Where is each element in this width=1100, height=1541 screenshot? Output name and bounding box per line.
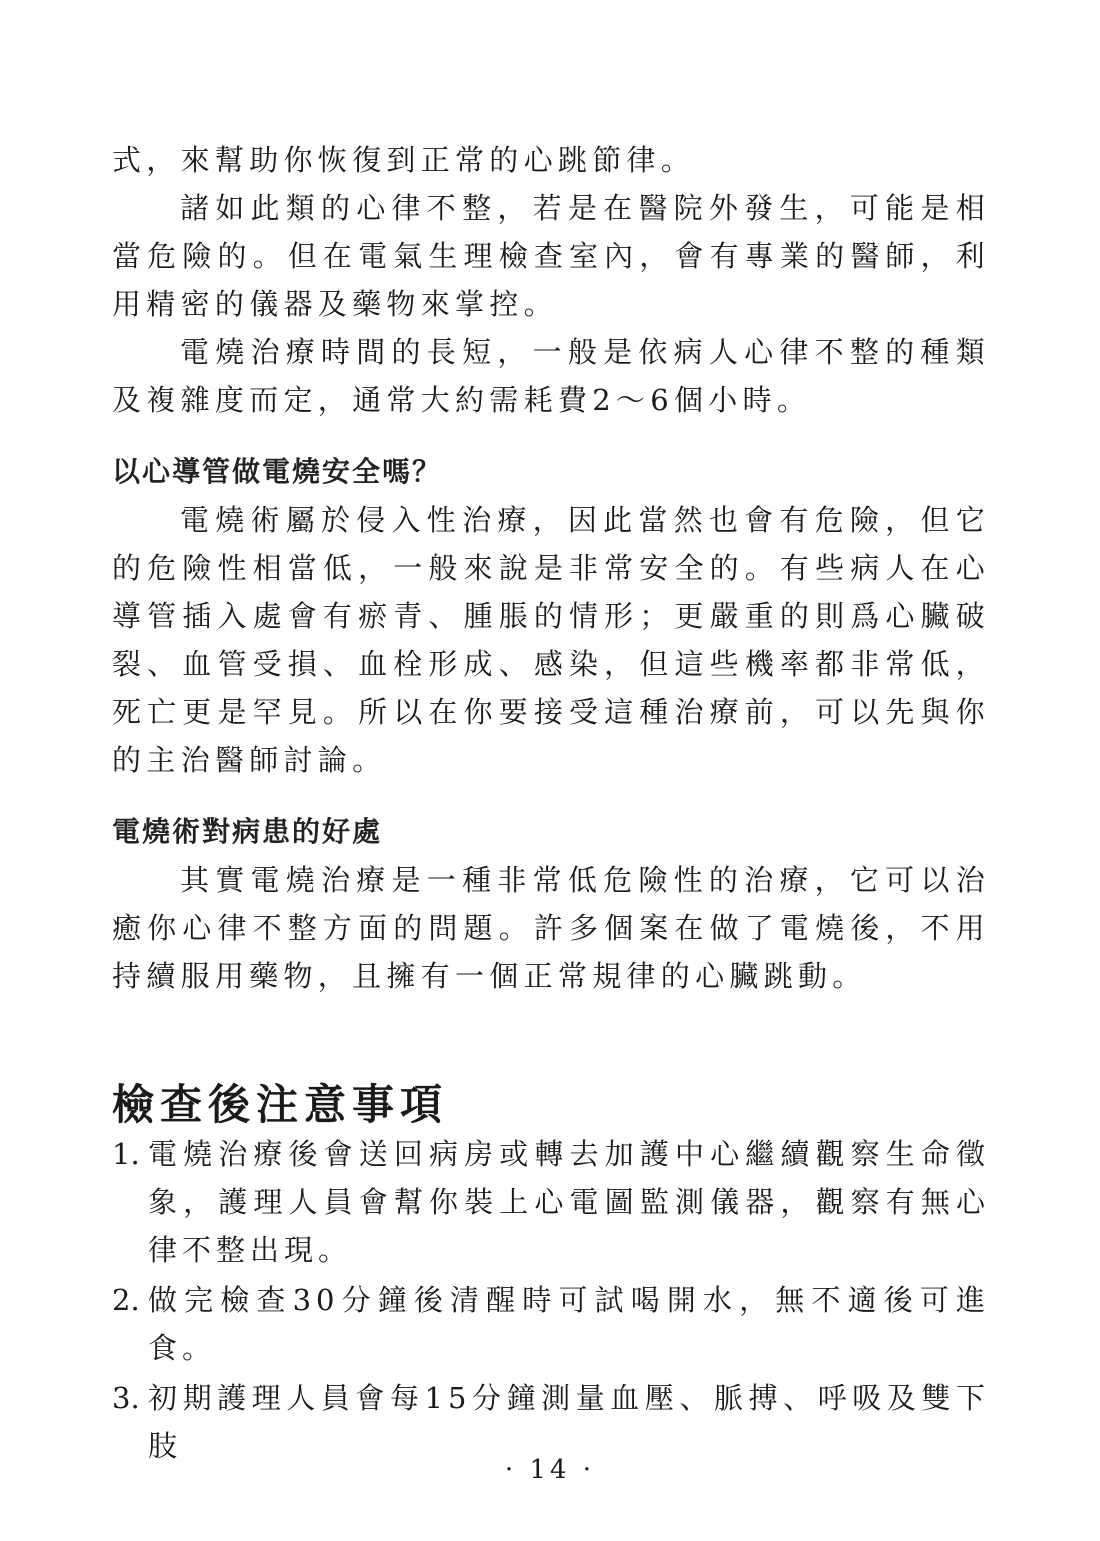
list-item-text: 做完檢查30分鐘後清醒時可試喝開水，無不適後可進食。 xyxy=(148,1283,990,1365)
paragraph-safety: 電燒術屬於侵入性治療，因此當然也會有危險，但它的危險性相當低，一般來說是非常安全的。有些病人在心導管插入處會有瘀青、腫脹的情形；更嚴重的則爲心臟破裂、血管受損、血栓形成、感染，但這些機率都非常低，死亡更是罕見。所以在你要接受這種治療前，可以先與你的主治醫師討論。 xyxy=(112,503,990,777)
post-care-list xyxy=(112,1130,990,1472)
paragraph-benefits: 其實電燒治療是一種非常低危險性的治療，它可以治癒你心律不整方面的問題。許多個案在做了電燒後，不用持續服用藥物，且擁有一個正常規律的心臟跳動。 xyxy=(112,863,990,993)
safety-heading: 以心導管做電燒安全嗎？ xyxy=(112,455,443,488)
paragraph-continuation: 式，來幫助你恢復到正常的心跳節律。 xyxy=(112,143,696,177)
paragraph-arrhythmia-danger: 諸如此類的心律不整，若是在醫院外發生，可能是相當危險的。但在電氣生理檢查室內，會有專業的醫師，利用精密的儀器及藥物來掌控。 xyxy=(112,191,990,321)
list-item-text: 初期護理人員會每15分鐘測量血壓、脈搏、呼吸及雙下肢 xyxy=(148,1381,990,1463)
benefits-section xyxy=(112,808,990,1000)
intro-section xyxy=(112,136,990,424)
list-item-number: 1. xyxy=(112,1137,140,1171)
list-item xyxy=(112,1276,990,1372)
list-item-text: 電燒治療後會送回病房或轉去加護中心繼續觀察生命徵象，護理人員會幫你裝上心電圖監測儀器，觀察有無心律不整出現。 xyxy=(148,1137,990,1267)
post-care-heading: 檢查後注意事項 xyxy=(112,1080,449,1129)
benefits-heading: 電燒術對病患的好處 xyxy=(112,815,383,848)
list-item-number: 2. xyxy=(112,1283,140,1317)
list-item xyxy=(112,1130,990,1274)
safety-section xyxy=(112,448,990,784)
list-item-number: 3. xyxy=(112,1381,140,1415)
page-number: · 14 · xyxy=(504,1455,596,1485)
paragraph-treatment-duration: 電燒治療時間的長短，一般是依病人心律不整的種類及複雜度而定，通常大約需耗費2～6個小時。 xyxy=(112,335,990,417)
